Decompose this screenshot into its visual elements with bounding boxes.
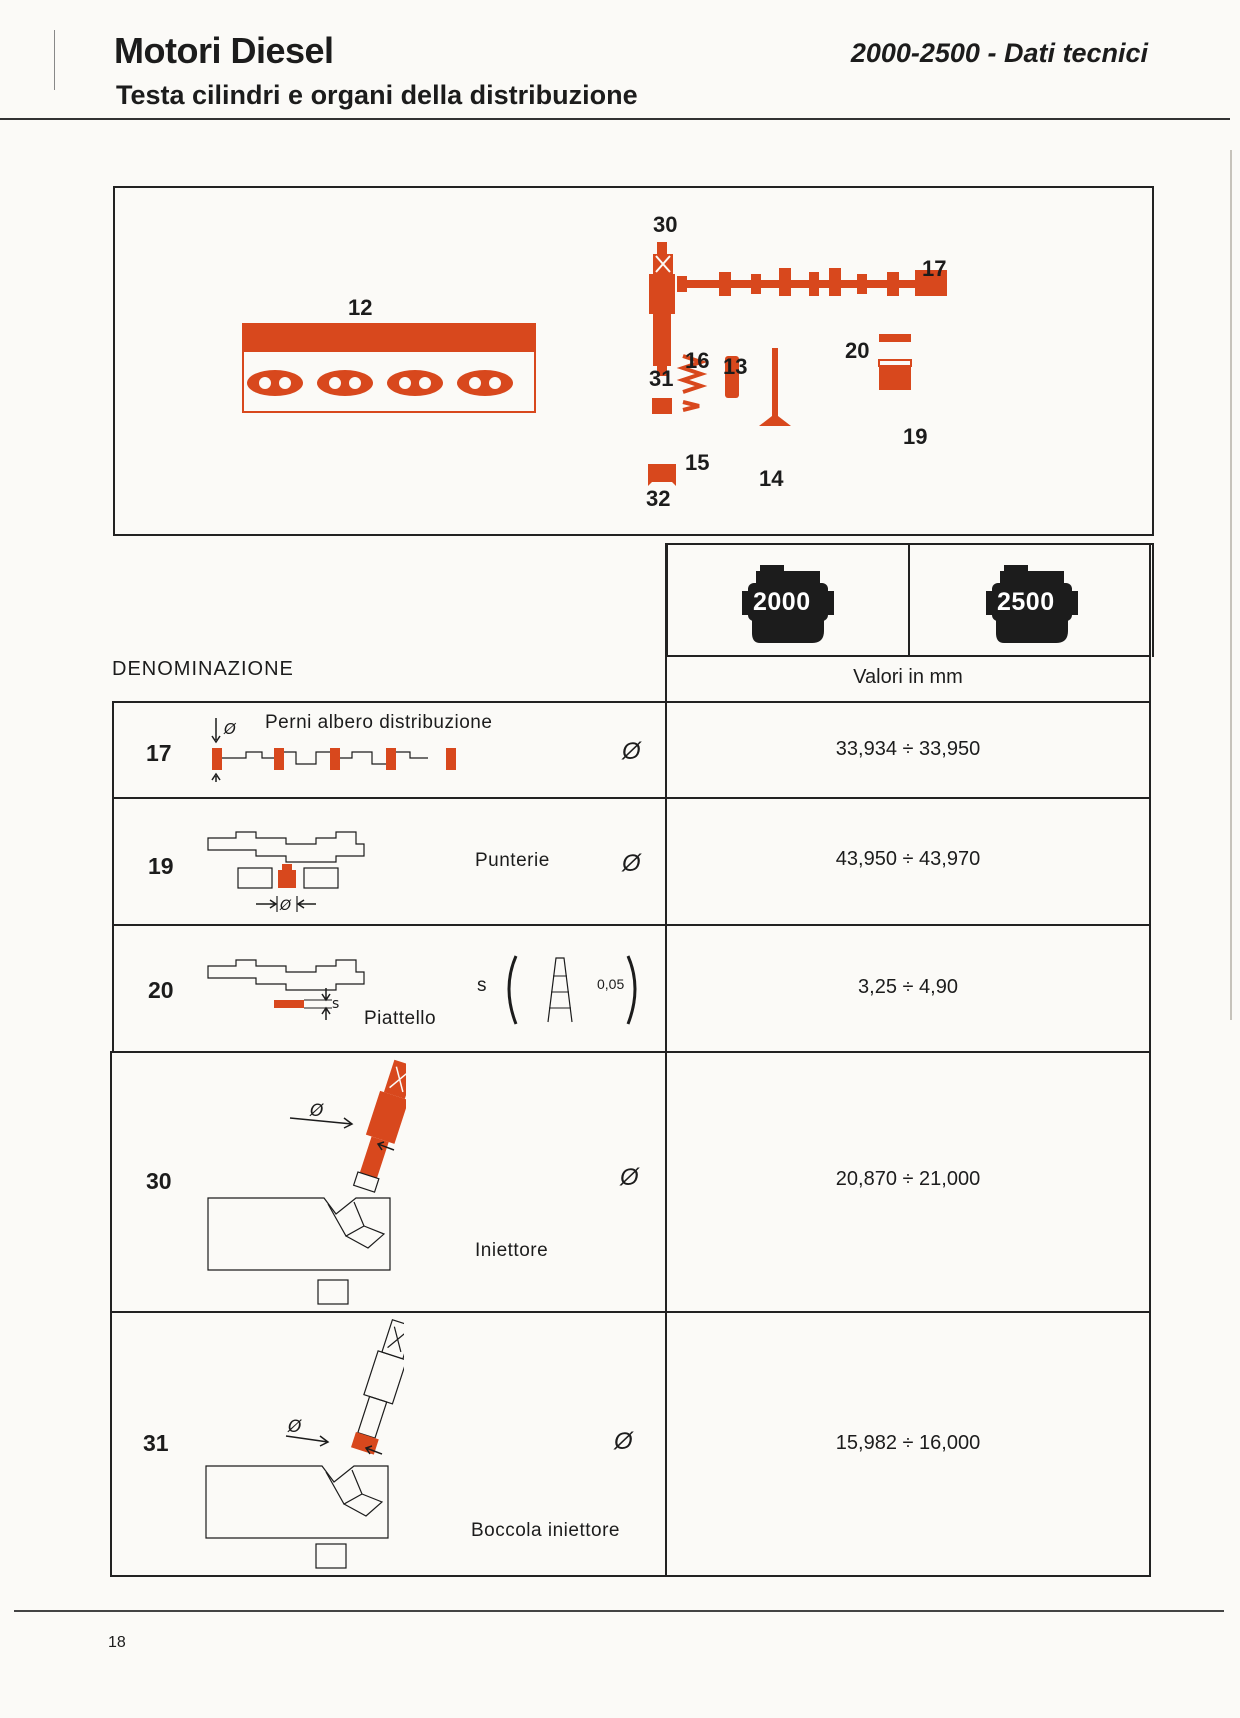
svg-text:Ø: Ø [310, 1101, 324, 1121]
diameter-symbol: Ø [622, 738, 641, 765]
plate-part [879, 334, 911, 342]
table-rule [110, 1051, 112, 1577]
table-rule [112, 701, 1151, 703]
table-rule [112, 924, 1151, 926]
table-rule [112, 701, 114, 1051]
page-subtitle: Testa cilindri e organi della distribuzione [116, 80, 638, 110]
injector-bush-part [652, 398, 672, 414]
table-rule [112, 797, 1151, 799]
divider [908, 545, 910, 657]
part-label: 19 [903, 424, 928, 449]
row-label: Boccola iniettore [471, 1520, 620, 1541]
page-title: Motori Diesel [114, 30, 334, 71]
row-label: Iniettore [475, 1240, 549, 1261]
tappet-diagram [206, 818, 376, 914]
components-figure [113, 186, 1154, 536]
diameter-symbol: Ø [614, 1428, 633, 1455]
part-label: 12 [348, 295, 373, 320]
seal-part [648, 464, 676, 486]
cylinder-head-part [243, 324, 535, 412]
part-label: 31 [649, 366, 674, 391]
engine-2000-logo [742, 565, 834, 650]
engine-2500-label: 2500 [997, 588, 1055, 616]
feeler-gauge-diagram [500, 952, 640, 1032]
row-number: 19 [148, 853, 174, 879]
camshaft-journal-diagram [206, 712, 466, 790]
page-number: 18 [108, 1634, 126, 1651]
engine-header [666, 543, 1154, 657]
part-label: 13 [723, 354, 748, 379]
row-number: 17 [146, 740, 172, 766]
part-label: 20 [845, 338, 870, 363]
row-label: Punterie [475, 850, 550, 871]
svg-text:s: s [332, 996, 340, 1012]
row-label: Perni albero distribuzione [265, 712, 493, 733]
diameter-symbol: Ø [620, 1164, 639, 1191]
value-17: 33,934 ÷ 33,950 [835, 738, 981, 760]
svg-text:Ø: Ø [280, 898, 292, 914]
table-rule [666, 655, 1151, 657]
part-label: 14 [759, 466, 784, 491]
diameter-symbol: Ø [622, 850, 641, 877]
unit-header: Valori in mm [853, 666, 963, 688]
row-number: 20 [148, 977, 174, 1003]
part-label: 15 [685, 450, 710, 475]
valve-part [759, 348, 791, 426]
row-number: 30 [146, 1168, 172, 1194]
table-rule [110, 1575, 1151, 1577]
spring-part [683, 402, 699, 410]
part-label: 16 [685, 348, 710, 373]
table-rule [110, 1311, 1151, 1313]
value-30: 20,870 ÷ 21,000 [835, 1168, 981, 1190]
footer-rule [14, 1610, 1224, 1612]
svg-text:Ø: Ø [288, 1417, 302, 1437]
value-19: 43,950 ÷ 43,970 [835, 848, 981, 870]
camshaft-part [677, 268, 947, 296]
table-rule [665, 543, 667, 1577]
injector-bush-diagram [204, 1318, 404, 1570]
engine-2500-logo [986, 565, 1078, 650]
part-label: 32 [646, 486, 671, 511]
margin-mark [54, 30, 55, 90]
value-31: 15,982 ÷ 16,000 [835, 1432, 981, 1454]
header-rule [0, 118, 1230, 120]
section-title: 2000-2500 - Dati tecnici [850, 38, 1148, 68]
part-label: 30 [653, 212, 678, 237]
engine-2000-label: 2000 [753, 588, 811, 616]
table-rule [110, 1051, 1151, 1053]
row-number: 31 [143, 1430, 169, 1456]
injector-diagram [206, 1058, 406, 1308]
margin-mark [1230, 150, 1232, 1020]
value-20: 3,25 ÷ 4,90 [858, 976, 958, 998]
components-illustration [115, 188, 1152, 534]
svg-text:Ø: Ø [224, 720, 236, 738]
denominazione-header: DENOMINAZIONE [112, 658, 294, 680]
tolerance-label: 0,05 [597, 976, 625, 992]
table-rule [1149, 543, 1151, 1577]
part-label: 17 [922, 256, 947, 281]
parameter-label: s [477, 975, 487, 996]
plate-diagram [206, 950, 376, 1030]
row-label: Piattello [364, 1008, 437, 1029]
tappet-part [879, 360, 911, 390]
